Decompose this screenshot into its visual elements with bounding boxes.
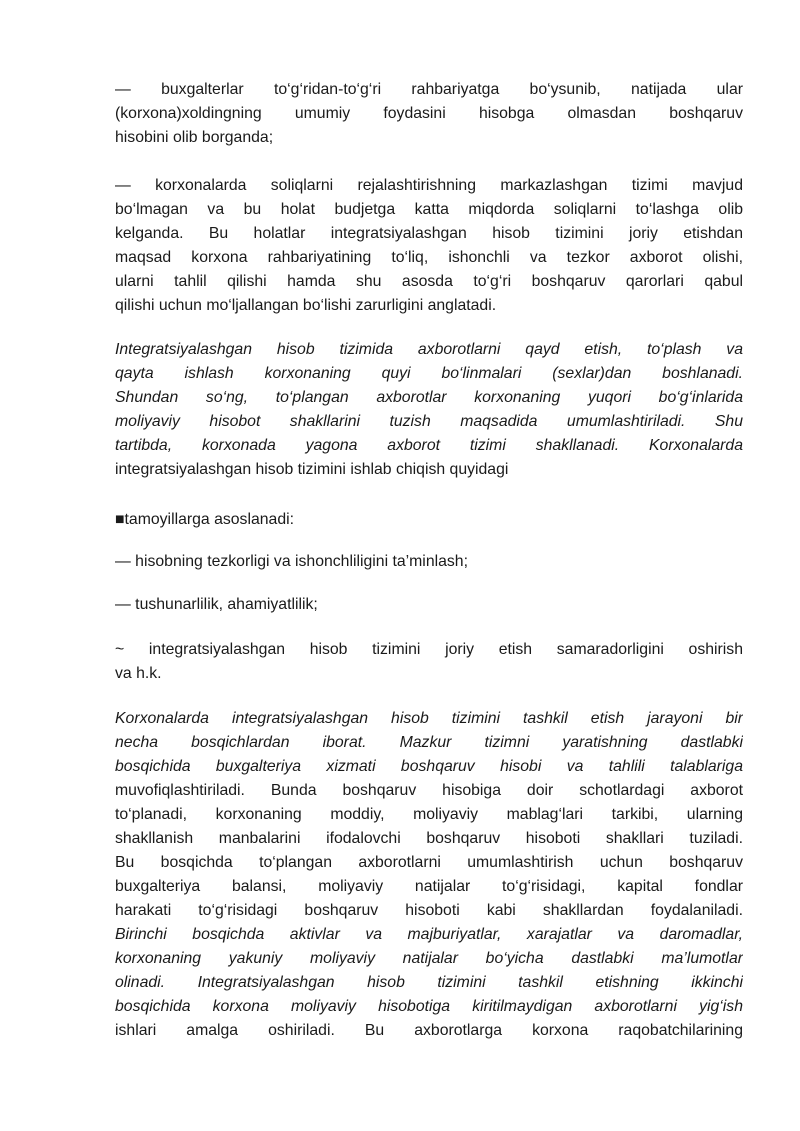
text-line: — buxgalterlar to‘g‘ridan-to‘g‘ri rahbariyatga bo‘ysunib, natijada ular bbox=[115, 81, 743, 98]
text-line: Birinchi bosqichda aktivlar va majburiyatlar, xarajatlar va daromadlar, bbox=[115, 926, 743, 943]
text-line: Shundan so‘ng, to‘plangan axborotlar korxonaning yuqori bo‘g‘inlarida bbox=[115, 389, 743, 406]
paragraph-4 bbox=[115, 508, 743, 532]
text-line: Integratsiyalashgan hisob tizimida axborotlarni qayd etish, to‘plash va bbox=[115, 341, 743, 358]
text-line: va h.k. bbox=[115, 665, 162, 682]
text-line: shakllanish manbalarini ifodalovchi boshqaruv hisoboti shakllari tuziladi. bbox=[115, 830, 743, 847]
text-line: — tushunarlilik, ahamiyatlilik; bbox=[115, 596, 318, 613]
paragraph-6 bbox=[115, 593, 743, 617]
paragraph-1 bbox=[115, 78, 743, 150]
text-line: — korxonalarda soliqlarni rejalashtirishning markazlashgan tizimi mavjud bbox=[115, 177, 743, 194]
text-line: necha bosqichlardan iborat. Mazkur tizimni yaratishning dastlabki bbox=[115, 734, 743, 751]
text-line: qayta ishlash korxonaning quyi bo‘linmalari (sexlar)dan boshlanadi. bbox=[115, 365, 743, 382]
text-line: tartibda, korxonada yagona axborot tizimi shakllanadi. Korxonalarda bbox=[115, 437, 743, 454]
text-line: (korxona)xoldingning umumiy foydasini hisobga olmasdan boshqaruv bbox=[115, 105, 743, 122]
text-line: qilishi uchun mo‘ljallangan bo‘lishi zarurligini anglatadi. bbox=[115, 297, 497, 314]
text-line: muvofiqlashtiriladi. Bunda boshqaruv hisobiga doir schotlardagi axborot bbox=[115, 782, 743, 799]
text-line: olinadi. Integratsiyalashgan hisob tizimini tashkil etishning ikkinchi bbox=[115, 974, 743, 991]
text-line: ■tamoyillarga asoslanadi: bbox=[115, 511, 295, 528]
text-line: ularni tahlil qilishi hamda shu asosda to‘g‘ri boshqaruv qarorlari qabul bbox=[115, 273, 743, 290]
text-line: to‘planadi, korxonaning moddiy, moliyaviy mablag‘lari tarkibi, ularning bbox=[115, 806, 743, 823]
text-line: maqsad korxona rahbariyatining to‘liq, ishonchli va tezkor axborot olishi, bbox=[115, 249, 743, 266]
text-line: Bu bosqichda to‘plangan axborotlarni umumlashtirish uchun boshqaruv bbox=[115, 854, 743, 871]
text-line: moliyaviy hisobot shakllarini tuzish maqsadida umumlashtiriladi. Shu bbox=[115, 413, 743, 430]
text-line: Korxonalarda integratsiyalashgan hisob tizimini tashkil etish jarayoni bir bbox=[115, 710, 743, 727]
paragraph-3 bbox=[115, 338, 743, 482]
text-line: hisobini olib borganda; bbox=[115, 129, 274, 146]
text-line: ishlari amalga oshiriladi. Bu axborotlarga korxona raqobatchilarining bbox=[115, 1022, 743, 1039]
text-line: kelganda. Bu holatlar integratsiyalashgan hisob tizimini joriy etishdan bbox=[115, 225, 743, 242]
paragraph-5 bbox=[115, 550, 743, 574]
text-line: harakati to‘g‘risidagi boshqaruv hisoboti kabi shakllardan foydalaniladi. bbox=[115, 902, 743, 919]
text-line: buxgalteriya balansi, moliyaviy natijalar to‘g‘risidagi, kapital fondlar bbox=[115, 878, 743, 895]
text-line: bosqichida buxgalteriya xizmati boshqaruv hisobi va tahlili talablariga bbox=[115, 758, 743, 775]
text-line: bo‘lmagan va bu holat budjetga katta miqdorda soliqlarni to‘lashga olib bbox=[115, 201, 743, 218]
paragraph-7 bbox=[115, 638, 743, 686]
paragraph-8 bbox=[115, 707, 743, 1043]
paragraph-2 bbox=[115, 174, 743, 318]
text-line: — hisobning tezkorligi va ishonchliligini ta’minlash; bbox=[115, 553, 468, 570]
text-line: bosqichida korxona moliyaviy hisobotiga kiritilmaydigan axborotlarni yig‘ish bbox=[115, 998, 743, 1015]
text-line: ~ integratsiyalashgan hisob tizimini joriy etish samaradorligini oshirish bbox=[115, 641, 743, 658]
text-line: korxonaning yakuniy moliyaviy natijalar bo‘yicha dastlabki ma’lumotlar bbox=[115, 950, 743, 967]
text-line: integratsiyalashgan hisob tizimini ishlab chiqish quyidagi bbox=[115, 461, 509, 478]
